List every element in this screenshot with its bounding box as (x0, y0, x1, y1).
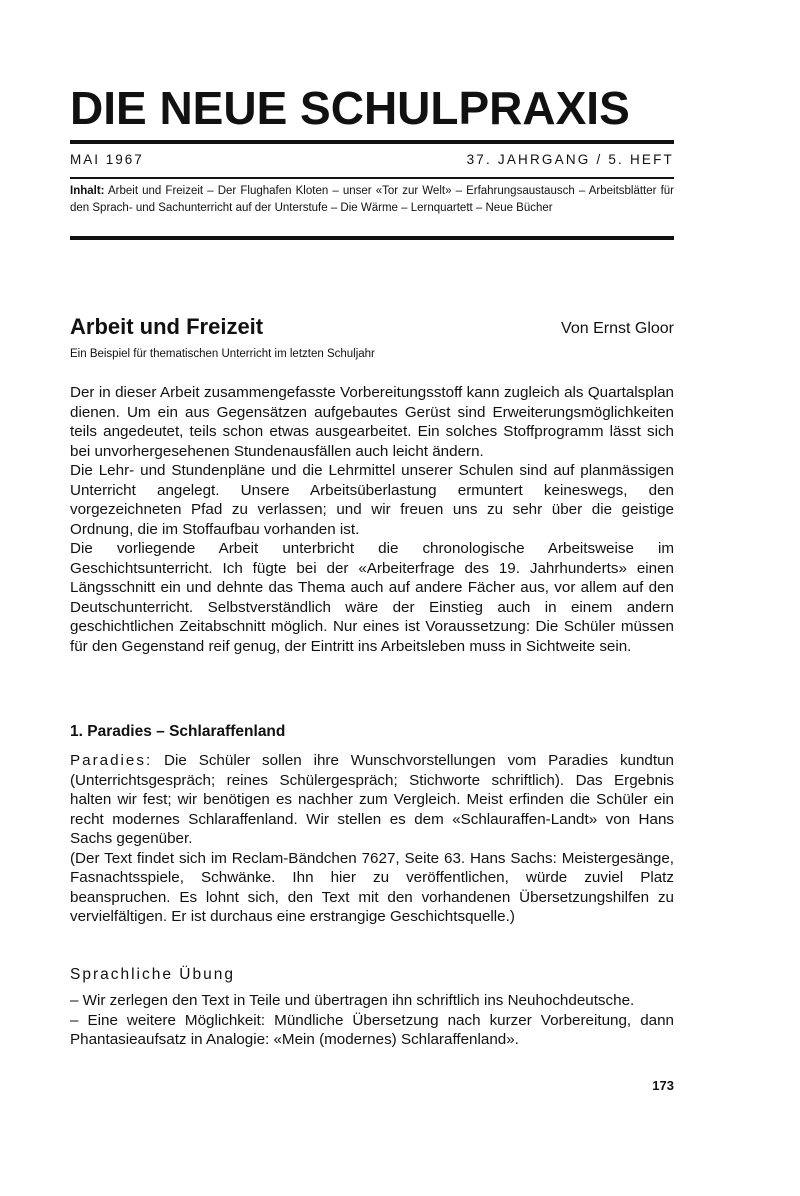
section-paragraph-1-text: Die Schüler sollen ihre Wunschvorstellungen vom Paradies kundtun (Unterrichtsgespräch; reines Schülergespräch; Stichworte schriftlich). Das Ergebnis halten wir fest; wir benötigen es nachher zum Vergleich. Meist erfinden die Schüler ein recht modernes Schlaraffenland. Wir stellen es dem «Schlauraffen-Landt» von Hans Sachs gegenüber. (70, 752, 674, 847)
section-heading: 1. Paradies – Schlaraffenland (70, 723, 286, 740)
article-title: Arbeit und Freizeit (70, 314, 264, 339)
section-subheading: Sprachliche Übung (70, 966, 235, 983)
section-paragraph-2: (Der Text findet sich im Reclam-Bändchen 7627, Seite 63. Hans Sachs: Meistergesänge, Fasnachtsspiele, Schwänke. Ihn hier zu veröffentlichen, würde zuviel Platz beanspruchen. Es lohnt sich, den Text mit den vorhandenen Übersetzungshilfen zu vervielfältigen. Er ist durchaus eine erstrangige Geschichtsquelle.) (70, 849, 674, 925)
issue-date: MAI 1967 (70, 152, 144, 167)
lead-word: Paradies: (70, 752, 153, 769)
toc-rule (70, 236, 674, 240)
toc-label: Inhalt: (70, 185, 105, 197)
section-body (70, 751, 674, 927)
exercise-item-1: – Wir zerlegen den Text in Teile und übertragen ihn schriftlich ins Neuhochdeutsche. (70, 992, 635, 1009)
intro-paragraph-2: Die Lehr- und Stundenpläne und die Lehrmittel unserer Schulen sind auf planmässigen Unterricht angelegt. Unsere Arbeitsüberlastung ermuntert keineswegs, den vorgezeichneten Pfad zu verlassen; und wir freuen uns zu sehr über die geistige Ordnung, die im Stoffaufbau vorhanden ist. (70, 462, 674, 538)
toc-text: Arbeit und Freizeit – Der Flughafen Kloten – unser «Tor zur Welt» – Erfahrungsaustausch – Arbeitsblätter für den Sprach- und Sachunterricht auf der Unterstufe – Die Wärme – Lernquartett – Neue Bücher (70, 185, 674, 214)
issue-line (70, 152, 674, 172)
issue-rule (70, 177, 674, 179)
journal-page (70, 0, 674, 1196)
intro-paragraph-3: Die vorliegende Arbeit unterbricht die chronologische Arbeitsweise im Geschichtsunterricht. Ich fügte bei der «Arbeiterfrage des 19. Jahrhunderts» einen Längsschnitt ein und dehnte das Thema auch auf andere Fächer aus, vor allem auf den Deutschunterricht. Selbstverständlich wäre der Einstieg auch in einem andern geschichtlichen Zeitabschnitt möglich. Nur eines ist Voraussetzung: Die Schüler müssen für den Gegenstand reif genug, der Eintritt ins Arbeitsleben muss in Sichtweite sein. (70, 540, 674, 655)
article-subtitle: Ein Beispiel für thematischen Unterricht im letzten Schuljahr (70, 348, 375, 360)
masthead-rule (70, 140, 674, 144)
exercise-list (70, 991, 674, 1050)
exercise-item-2: – Eine weitere Möglichkeit: Mündliche Übersetzung nach kurzer Vorbereitung, dann Phantasieaufsatz in Analogie: «Mein (modernes) Schlaraffenland». (70, 1011, 674, 1048)
article-intro (70, 383, 674, 656)
page-number: 173 (652, 1078, 674, 1093)
table-of-contents (70, 183, 674, 217)
masthead-title: DIE NEUE SCHULPRAXIS (70, 82, 630, 134)
article-author: Von Ernst Gloor (561, 320, 674, 337)
intro-paragraph-1: Der in dieser Arbeit zusammengefasste Vorbereitungsstoff kann zugleich als Quartalsplan dienen. Um ein aus Gegensätzen aufgebautes Gerüst sind Erweiterungsmöglichkeiten teils angedeutet, teils schon etwas ausgearbeitet. Ein solches Stoffprogramm lässt sich bei unvorhergesehenen Stundenausfällen auch leicht ändern. (70, 384, 674, 460)
section-paragraph-1 (70, 751, 674, 849)
issue-volume: 37. JAHRGANG / 5. HEFT (466, 152, 674, 167)
